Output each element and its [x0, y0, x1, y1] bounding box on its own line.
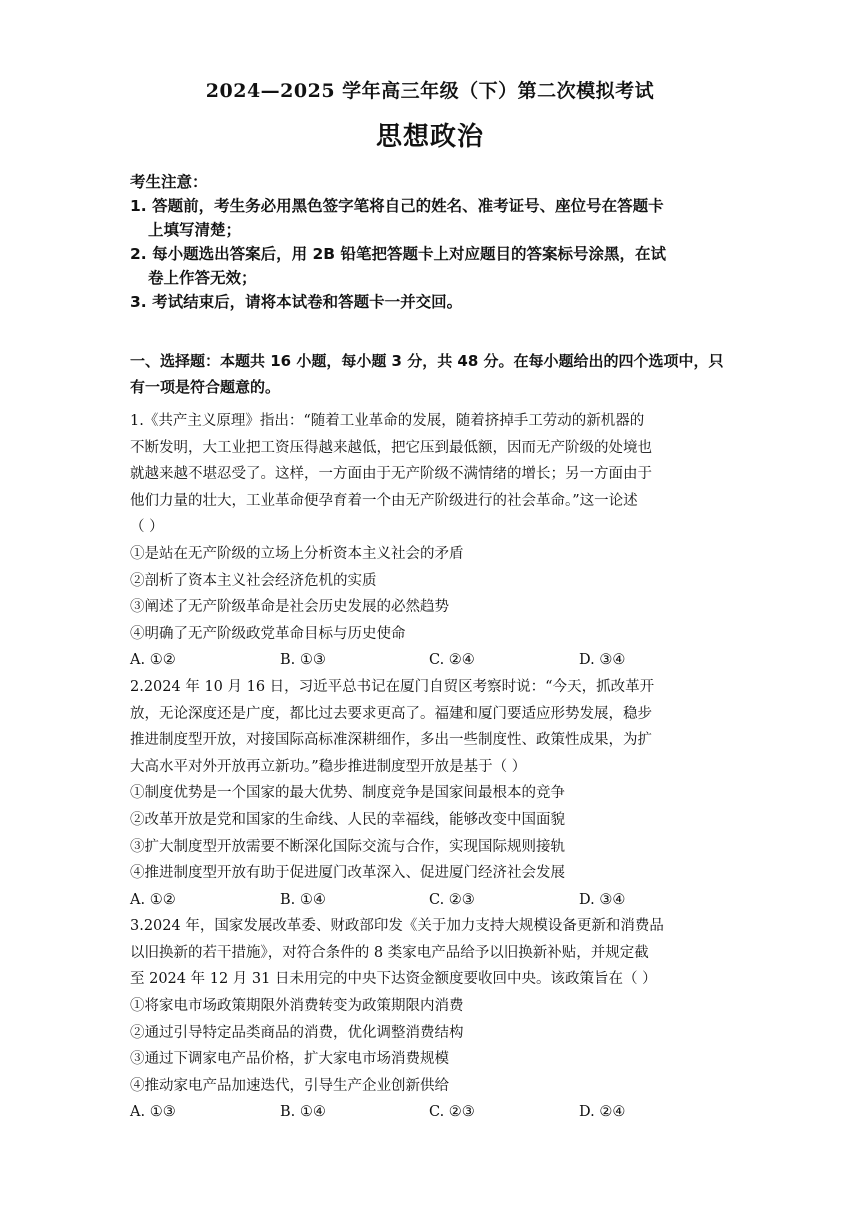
- question-stem-line: 他们力量的壮大，工业革命便孕育着一个由无产阶级进行的社会革命。”这一论述: [130, 492, 638, 509]
- answer-options: [130, 1099, 730, 1126]
- question-stem-line: 大高水平对外开放再立新功。”稳步推进制度型开放是基于（ ）: [130, 758, 527, 775]
- question-stem-line: 就越来越不堪忍受了。这样，一方面由于无产阶级不满情绪的增长；另一方面由于: [130, 466, 652, 483]
- option-c: C. ②③: [429, 1104, 475, 1121]
- option-a: A. ①②: [130, 891, 176, 908]
- question-stem-line: （ ）: [130, 519, 164, 536]
- answer-options: [130, 887, 730, 914]
- option-c: C. ②④: [429, 652, 475, 669]
- statement: ④推动家电产品加速迭代，引导生产企业创新供给: [130, 1077, 449, 1094]
- notice-item-cont: 上填写清楚；: [148, 221, 242, 239]
- question-stem-line: 不断发明，大工业把工资压得越来越低，把它压到最低额，因而无产阶级的处境也: [130, 439, 652, 456]
- statement: ③扩大制度型开放需要不断深化国际交流与合作，实现国际规则接轨: [130, 838, 565, 855]
- option-d: D. ③④: [579, 891, 626, 908]
- subject-title: 思想政治: [375, 122, 484, 152]
- option-b: B. ①④: [280, 1104, 326, 1121]
- statement: ①是站在无产阶级的立场上分析资本主义社会的矛盾: [130, 545, 464, 562]
- section-heading-line: 有一项是符合题意的。: [130, 378, 281, 396]
- question-stem-line: 至 2024 年 12 月 31 日未用完的中央下达资金额度要收回中央。该政策旨在（ ）: [130, 971, 657, 988]
- notice-item: 1. 答题前，考生务必用黑色签字笔将自己的姓名、准考证号、座位号在答题卡: [130, 197, 664, 215]
- statement: ④明确了无产阶级政党革命目标与历史使命: [130, 625, 406, 642]
- statement: ③通过下调家电产品价格，扩大家电市场消费规模: [130, 1051, 449, 1068]
- candidate-notice: [130, 170, 740, 314]
- option-b: B. ①④: [280, 891, 326, 908]
- answer-options: [130, 647, 730, 674]
- statement: ②剖析了资本主义社会经济危机的实质: [130, 572, 377, 589]
- section-heading: [130, 348, 730, 400]
- statement: ①制度优势是一个国家的最大优势、制度竞争是国家间最根本的竞争: [130, 785, 565, 802]
- option-d: D. ②④: [579, 1104, 626, 1121]
- statement: ②改革开放是党和国家的生命线、人民的幸福线，能够改变中国面貌: [130, 811, 565, 828]
- notice-heading: 考生注意：: [130, 173, 208, 191]
- question-stem-line: 1.《共产主义原理》指出：“随着工业革命的发展，随着挤掉手工劳动的新机器的: [130, 413, 645, 429]
- section-heading-line: 一、选择题：本题共 16 小题，每小题 3 分，共 48 分。在每小题给出的四个选项中，只: [130, 352, 724, 370]
- option-b: B. ①③: [280, 652, 326, 669]
- question-stem-line: 推进制度型开放，对接国际高标准深耕细作，多出一些制度性、政策性成果，为扩: [130, 732, 652, 749]
- notice-item: 3. 考试结束后，请将本试卷和答题卡一并交回。: [130, 293, 463, 311]
- questions: [130, 408, 730, 1126]
- option-d: D. ③④: [579, 652, 626, 669]
- statement: ②通过引导特定品类商品的消费，优化调整消费结构: [130, 1024, 464, 1041]
- question-stem-line: 2.2024 年 10 月 16 日，习近平总书记在厦门自贸区考察时说：“今天，抓改革开: [130, 678, 655, 695]
- question-stem-line: 以旧换新的若干措施》，对符合条件的 8 类家电产品给予以旧换新补贴，并规定截: [130, 944, 649, 961]
- question-stem-line: 3.2024 年，国家发展改革委、财政部印发《关于加力支持大规模设备更新和消费品: [130, 918, 664, 935]
- statement: ①将家电市场政策期限外消费转变为政策期限内消费: [130, 998, 464, 1015]
- option-c: C. ②③: [429, 891, 475, 908]
- question-2: [130, 674, 730, 913]
- question-1: [130, 408, 730, 674]
- statement: ③阐述了无产阶级革命是社会历史发展的必然趋势: [130, 599, 449, 616]
- option-a: A. ①②: [130, 652, 176, 669]
- question-stem-line: 放，无论深度还是广度，都比过去要求更高了。福建和厦门要适应形势发展，稳步: [130, 705, 652, 722]
- exam-title: 2024—2025 学年高三年级（下）第二次模拟考试: [205, 80, 655, 102]
- option-a: A. ①③: [130, 1104, 176, 1121]
- notice-item-cont: 卷上作答无效；: [148, 269, 257, 287]
- question-3: [130, 913, 730, 1126]
- notice-item: 2. 每小题选出答案后，用 2B 铅笔把答题卡上对应题目的答案标号涂黑，在试: [130, 245, 666, 263]
- statement: ④推进制度型开放有助于促进厦门改革深入、促进厦门经济社会发展: [130, 865, 565, 882]
